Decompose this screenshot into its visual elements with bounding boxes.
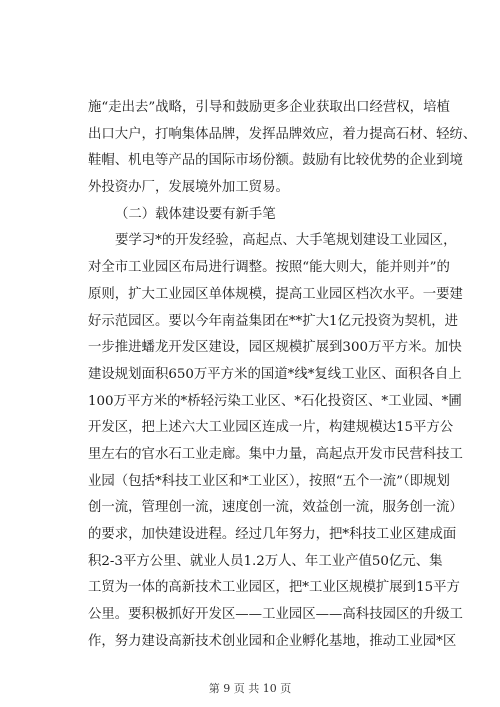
body-text xyxy=(88,95,477,655)
text-line: 作，努力建设高新技术创业园和企业孵化基地，推动工业园*区 xyxy=(88,633,457,649)
text-line: 施“走出去”战略，引导和鼓励更多企业获取出口经营权，培植 xyxy=(88,100,450,115)
text-line: 里左右的官水石工业走廊。集中力量，高起点开发市民营科技工 xyxy=(88,446,463,462)
text-line: 一步推进蟠龙开发区建设，园区规模扩展到300万平方米。加快 xyxy=(88,340,462,356)
page-footer: 第 9 页 共 10 页 xyxy=(208,682,292,695)
text-line: 开发区，把上述六大工业园区连成一片，构建规模达15平方公 xyxy=(88,420,454,436)
text-line: 业园（包括*科技工业区和*工业区），按照“五个一流”（即规划 xyxy=(88,473,450,489)
text-line: 原则，扩大工业园区单体规模，提高工业园区档次水平。一要建 xyxy=(88,286,463,302)
text-line: 公里。要积极抓好开发区——工业园区——高科技园区的升级工 xyxy=(88,607,463,623)
text-line: 鞋帽、机电等产品的国际市场份额。鼓励有比较优势的企业到境 xyxy=(88,153,463,169)
text-line: 工贸为一体的高新技术工业园区，把*工业区规模扩展到15平方 xyxy=(88,580,460,596)
text-line: 建设规划面积650万平方米的国道*线*复线工业区、面积各自上 xyxy=(88,366,462,382)
text-line: 100万平方米的*桥轻污染工业区、*石化投资区、*工业园、*圃 xyxy=(88,393,462,409)
text-line: 创一流，管理创一流，速度创一流，效益创一流，服务创一流） xyxy=(88,500,463,516)
text-line: 对全市工业园区布局进行调整。按照“能大则大，能并则并”的 xyxy=(88,260,450,276)
text-line: 积2-3平方公里、就业人员1.2万人、年工业产值50亿元、集 xyxy=(88,553,443,569)
text-line: 要学习*的开发经验，高起点、大手笔规划建设工业园区， xyxy=(115,233,457,249)
text-line: 外投资办厂，发展境外加工贸易。 xyxy=(88,180,289,196)
section-heading: （二）载体建设要有新手笔 xyxy=(115,206,276,222)
text-line: 好示范园区。要以今年南益集团在**扩大1亿元投资为契机，进 xyxy=(88,313,459,329)
text-line: 的要求，加快建设进程。经过几年努力，把*科技工业区建成面 xyxy=(88,527,457,542)
text-line: 出口大户，打响集体品牌，发挥品牌效应，着力提高石材、轻纺、 xyxy=(88,126,477,142)
